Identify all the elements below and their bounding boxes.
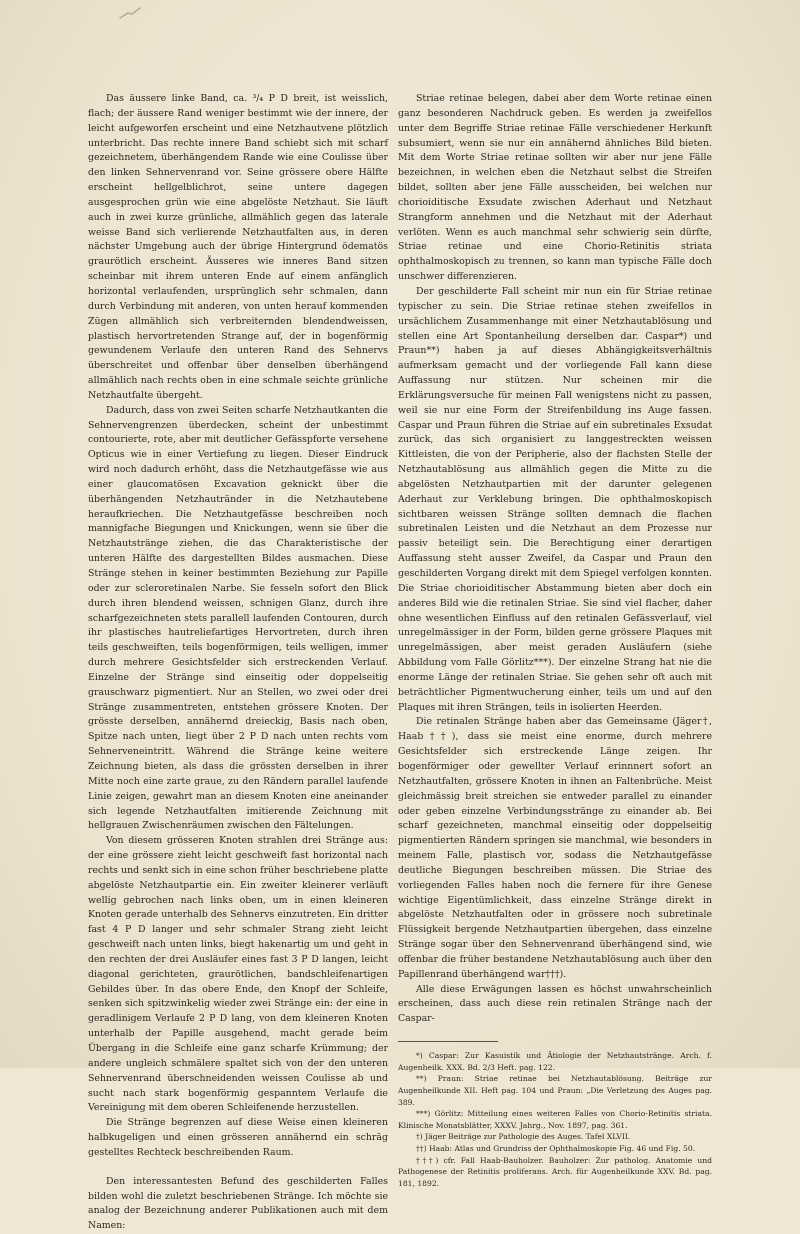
left-paragraph-5: Den interessantesten Befund des geschilderten Falles bilden wohl die zuletzt beschriebenen Stränge. Ich möchte sie analog der Bezeichnung anderer Publikationen auch mit dem Namen:	[88, 1175, 388, 1232]
right-paragraph-2: Der geschilderte Fall scheint mir nun ein für Striae retinae typischer zu sein. Die Striae retinae stehen zweifellos in ursächlichem Zusammenhange mit einer Netzhautablösung und stellen eine Art Spontanheilung derselben dar. Caspar*) und Praun**) haben ja auf dieses Abhängigkeitsverhältnis aufmerksam gemacht und der vorliegende Fall kann diese Auffassung nur stützen. Nur scheinen mir die Erklärungsversuche für meinen Fall wenigstens nicht zu passen, weil sie nur eine Form der Streifenbildung ins Auge fassen. Caspar und Praun führen die Striae auf ein subretinales Exsudat zurück, das sich organisiert zu langgestreckten weissen Kittleisten, die von der Peripherie, also der flachsten Stelle der Netzhautablösung aus allmählich gegen die Mitte zu die abgelösten Netzhautpartien mit der darunter gelegenen Aderhaut zur Verklebung bringen. Die ophthalmoskopisch sichtbaren weissen Stränge sollten demnach die flachen subretinalen Leisten und die Netzhaut an dem Prozesse nur passiv beteiligt sein. Die Berechtigung einer derartigen Auffassung steht ausser Zweifel, da Caspar und Praun den geschilderten Vorgang direkt mit dem Spiegel verfolgen konnten. Die Striae chorioiditischer Abstammung bieten aber doch ein anderes Bild wie die retinalen Striae. Sie sind viel flacher, daher ohne wesentlichen Einfluss auf den retinalen Gefässverlauf, viel unregelmässiger in der Form, bilden gerne grössere Plaques mit unregelmässigen, aber meist geraden Ausläufern (siehe Abbildung vom Falle Görlitz***). Der einzelne Strang hat nie die enorme Länge der retinalen Striae. Sie gehen sehr oft auch mit beträchtlicher Pigmentwucherung einher, teils um und auf den Plaques mit ihren Strängen, teils in isolierten Heerden.	[398, 285, 712, 713]
footnote-rule	[398, 1041, 498, 1042]
right-paragraph-3: Die retinalen Stränge haben aber das Gemeinsame (Jäger†, Haab††), dass sie meist eine enorme, durch mehrere Gesichtsfelder sich erstreckende Länge zeigen. Ihr bogenförmiger oder gewellter Verlauf erinnnert sofort an Netzhautfalten, grössere Knoten in ihnen an Faltenbrüche. Meist gleichmässig breit streichen sie entweder parallel zu einander oder geben einzelne Verbindungsstränge zu einander ab. Bei scharf gezeichneten, manchmal einseitig oder doppelseitig pigmentierten Rändern springen sie manchmal, wie besonders in meinem Falle, plastisch vor, sodass die Netzhautgefässe deutliche Biegungen beschreiben müssen. Die Striae des vorliegenden Falles haben noch die fernere für ihre Genese wichtige Eigentümlichkeit, dass einzelne Stränge direkt in abgelöste Netzhautfalten oder in grössere noch subretinale Flüssigkeit bergende Netzhautpartien übergehen, dass einzelne Stränge sogar über den Sehnervenrand überhängend sind, wie offenbar die früher bestandene Netzhautablösung auch über den Papillenrand überhängend war†††).	[398, 716, 712, 980]
footnote-haab: ††) Haab: Atlas und Grundriss der Ophthalmoskopie Fig. 46 und Fig. 50.	[416, 1143, 696, 1153]
right-paragraph-4: Alle diese Erwägungen lassen es höchst unwahrscheinlich erscheinen, dass auch diese rein retinalen Stränge nach der Caspar-	[398, 983, 712, 1025]
right-paragraph-1: Striae retinae belegen, dabei aber dem Worte retinae einen ganz besonderen Nachdruck geben. Es werden ja zweifellos unter dem Begriffe Striae retinae Fälle verschiedener Herkunft subsumiert, wenn sie nur ein annähernd ähnliches Bild bieten. Mit dem Worte Striae retinae sollten wir aber nur jene Fälle bezeichnen, in welchen eben die Netzhaut selbst die Streifen bildet, sollten aber jene Fälle ausscheiden, bei welchen nur chorioiditische Exsudate zwischen Aderhaut und Netzhaut Strangform annehmen und die Netzhaut mit der Aderhaut verlöten. Wenn es auch manchmal sehr schwierig sein dürfte, Striae retinae und eine Chorio-Retinitis striata ophthalmoskopisch zu trennen, so kann man typische Fälle doch unschwer differenzieren.	[398, 93, 712, 283]
left-paragraph-3: Von diesem grösseren Knoten strahlen drei Stränge aus: der eine grössere zieht leicht geschweift fast horizontal nach rechts und senkt sich in eine schon früher beschriebene platte abgelöste Netzhautpartie ein. Ein zweiter kleinerer verläuft wellig gebrochen nach links oben, um in einen kleineren Knoten gerade unterhalb des Sehnervs einzutreten. Ein dritter fast 4 P D langer und sehr schmaler Strang zieht leicht geschweift nach unten links, biegt hakenartig um und geht in den rechten der drei Ausläufer eines fast 3 P D langen, leicht diagonal gerichteten, graurötlichen, bandschleifenartigen Gebildes über. In das obere Ende, den Knopf der Schleife, senken sich spitzwinkelig wieder zwei Stränge ein: der eine in geradlinigem Verlaufe 2 P D lang, von dem kleineren Knoten unterhalb der Papille ausgehend, macht gerade beim Übergang in die Schleife eine ganz scharfe Krümmung; der andere ungleich schmälere spaltet sich von der den unteren Sehnervenrand überschneidenden weissen Coulisse ab und sucht nach stark bogenförmig gespanntem Verlaufe die Vereinigung mit dem oberen Schleifenende herzustellen.	[88, 835, 388, 1114]
left-paragraph-1: Das äussere linke Band, ca. ³/₄ P D breit, ist weisslich, flach; der äussere Rand weniger bestimmt wie der innere, der leicht aufgeworfen erscheint und eine Netzhautvene plötzlich unterbricht. Das rechte innere Band schiebt sich mit scharf gezeichnetem, überhängendem Rande wie eine Coulisse über den linken Sehnervenrand vor. Seine grössere obere Hälfte erscheint hellgelblichrot, seine untere dagegen ausgesprochen grün wie eine abgelöste Netzhaut. Sie läuft auch in zwei kurze grünliche, allmählich gegen das laterale weisse Band sich verlierende Netzhautfalten aus, in deren nächster Umgebung auch der übrige Hintergrund ödematös graurötlich erscheint. Äusseres wie inneres Band sitzen scheinbar mit ihrem unteren Ende auf einem anfänglich horizontal verlaufenden, ursprünglich sehr schmalen, dann durch Verbindung mit anderen, von unten herauf kommenden Zügen allmählich sich verbreiternden blendendweissen, plastisch hervortretenden Strange auf, der in bogenförmig gewundenem Verlaufe den unteren Rand des Sehnervs überschreitet und offenbar über denselben überhängend allmählich nach rechts oben in eine schmale seichte grünliche Netzhautfalte übergeht.	[88, 93, 388, 401]
footnote-goerlitz: ***) Görlitz: Mitteilung eines weiteren Falles von Chorio-Retinitis striata. Klinische Monatsblätter, XXXV. Jahrg., Nov. 1897, pag. 361.	[398, 1109, 712, 1130]
footnote-praun: **) Praun: Striae retinae bei Netzhautablösung. Beiträge zur Augenheilkunde XII. Heft pag. 104 und Praun: „Die Verletzung des Auges pag. 389.	[398, 1074, 712, 1107]
pencil-mark	[118, 6, 146, 20]
footnote-caspar: *) Caspar: Zur Kasuistik und Ätiologie der Netzhautstränge. Arch. f. Augenheilk. XXX. Bd. 2/3 Heft. pag. 122.	[398, 1051, 712, 1072]
right-column	[398, 92, 712, 1189]
left-paragraph-4: Die Stränge begrenzen auf diese Weise einen kleineren halbkugeligen und einen grösseren annähernd ein schräg gestelltes Rechteck beschreibenden Raum.	[88, 1117, 388, 1158]
footnote-bauholzer: †††) cfr. Fall Haab-Bauholzer. Bauholzer: Zur patholog. Anatomie und Pathogenese der Retinitis proliferans. Arch. für Augenheilkunde XXV. Bd. pag. 181, 1892.	[398, 1155, 712, 1188]
footnote-jaeger: †) Jäger Beiträge zur Pathologie des Auges. Tafel XLVII.	[416, 1132, 631, 1142]
left-paragraph-2: Dadurch, dass von zwei Seiten scharfe Netzhautkanten die Sehnervengrenzen überdecken, scheint der unbestimmt contourierte, rote, aber mit deutlicher Gefässpforte versehene Opticus wie in einer Vertiefung zu liegen. Dieser Eindruck wird noch dadurch erhöht, dass die Netzhautgefässe wie aus einer glaucomatösen Excavation geknickt über die überhängenden Netzhautränder in die Netzhautebene heraufkriechen. Die Netzhautgefässe beschreiben noch mannigfache Biegungen und Knickungen, wenn sie über die Netzhautstränge ziehen, die das Charakteristische der unteren Hälfte des dargestellten Bildes ausmachen. Diese Stränge stehen in keiner bestimmten Beziehung zur Papille oder zur scleroretinalen Narbe. Sie fesseln sofort den Blick durch ihren blendend weissen, schnigen Glanz, durch ihre scharfgezeichneten stets parallell laufenden Contouren, durch ihr plastisches hautreliefartiges Hervortreten, durch ihren teils geschweiften, teils bogenförmigen, teils welligen, immer durch mehrere Gesichtsfelder sich erstreckenden Verlauf. Einzelne der Stränge sind einseitig oder doppelseitig grauschwarz pigmentiert. Nur an Stellen, wo zwei oder drei Stränge zusammentreten, entstehen grössere Knoten. Der grösste derselben, annähernd dreieckig, Basis nach oben, Spitze nach unten, liegt über 2 P D nach unten rechts vom Sehnerveneintritt. Während die Stränge keine weitere Zeichnung bieten, als dass die grössten derselben in ihrer Mitte noch eine zarte graue, zu den Rändern parallel laufende Linie zeigen, gewahrt man an diesem Knoten eine aneinander sich legende Netzhautfalten imitierende Zeichnung mit hellgrauen Zwischenräumen zwischen den Fältelungen.	[88, 404, 388, 832]
footnotes	[398, 1050, 712, 1189]
left-column	[88, 92, 388, 1234]
